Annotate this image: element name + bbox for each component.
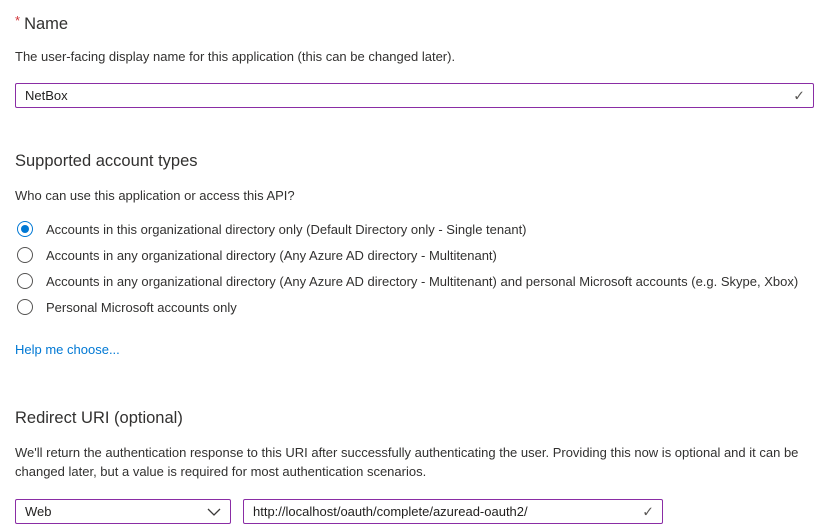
account-types-question: Who can use this application or access this API? — [15, 188, 295, 203]
required-asterisk: * — [15, 13, 21, 28]
platform-select-value: Web — [25, 504, 52, 519]
redirect-uri-input[interactable] — [243, 499, 663, 524]
name-section-title — [15, 10, 814, 35]
radio-circle-icon[interactable] — [17, 299, 33, 315]
name-section — [15, 10, 814, 108]
radio-option-label[interactable]: Accounts in this organizational directory only (Default Directory only - Single tenant) — [46, 221, 527, 237]
redirect-uri-title: Redirect URI (optional) — [15, 409, 183, 427]
radio-circle-icon[interactable] — [17, 273, 33, 289]
name-title-text: Name — [24, 15, 69, 33]
radio-option-personal-only[interactable] — [15, 294, 814, 320]
valid-checkmark-icon: ✓ — [793, 86, 805, 103]
name-input[interactable] — [15, 83, 814, 108]
redirect-uri-description: We'll return the authentication response to this URI after successfully authenticating the user. Providing this now is optional and it can be changed later, but a value is required for most authentication scenarios. — [15, 445, 799, 479]
supported-account-types-section — [15, 151, 814, 359]
help-me-choose-link[interactable]: Help me choose... — [15, 342, 120, 357]
radio-option-label[interactable]: Accounts in any organizational directory (Any Azure AD directory - Multitenant) — [46, 247, 497, 263]
radio-option-multitenant[interactable] — [15, 242, 814, 268]
redirect-uri-controls — [15, 499, 814, 524]
account-types-radio-group — [15, 216, 814, 320]
radio-option-label[interactable]: Personal Microsoft accounts only — [46, 299, 237, 315]
radio-option-single-tenant[interactable] — [15, 216, 814, 242]
name-description: The user-facing display name for this application (this can be changed later). — [15, 49, 456, 64]
radio-option-multitenant-personal[interactable] — [15, 268, 814, 294]
redirect-uri-section — [15, 408, 814, 524]
name-input-wrap — [15, 83, 814, 108]
radio-circle-icon[interactable] — [17, 247, 33, 263]
account-types-title: Supported account types — [15, 152, 198, 170]
platform-select[interactable] — [15, 499, 231, 524]
chevron-down-icon — [207, 508, 221, 516]
redirect-uri-input-wrap — [243, 499, 663, 524]
radio-circle-icon[interactable] — [17, 221, 33, 237]
radio-option-label[interactable]: Accounts in any organizational directory (Any Azure AD directory - Multitenant) and personal Microsoft accounts (e.g. Skype, Xbox) — [46, 273, 799, 289]
valid-checkmark-icon: ✓ — [642, 502, 654, 519]
